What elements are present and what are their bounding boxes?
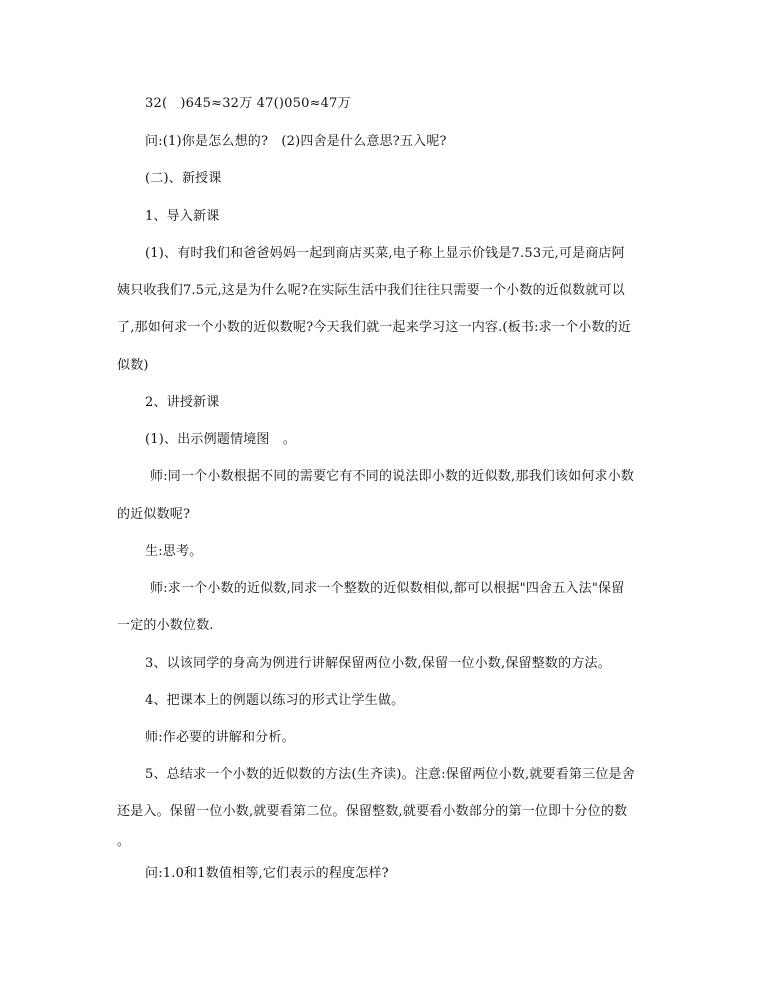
text-line-16: 3、以该同学的身高为例进行讲解保留两位小数,保留一位小数,保留整数的方法。 <box>145 656 611 671</box>
text-line-1: 32( )645≈32万 47()050≈47万 <box>145 96 351 111</box>
text-line-12: 的近似数呢? <box>117 507 191 522</box>
text-line-21: 。 <box>117 834 131 849</box>
text-line-17: 4、把课本上的例题以练习的形式让学生做。 <box>145 693 405 708</box>
text-line-13: 生:思考。 <box>145 544 203 559</box>
text-line-8: 似数) <box>117 358 149 373</box>
subheading-intro: 1、导入新课 <box>145 209 220 224</box>
text-line-14: 师:求一个小数的近似数,同求一个整数的近似数相似,都可以根据"四舍五入法"保留 <box>150 581 625 596</box>
subheading-teaching: 2、讲授新课 <box>145 395 220 410</box>
text-line-10: (1)、出示例题情境图 。 <box>145 432 297 447</box>
text-line-18: 师:作必要的讲解和分析。 <box>145 730 295 745</box>
text-line-11: 师:同一个小数根据不同的需要它有不同的说法即小数的近似数,那我们该如何求小数 <box>150 469 635 484</box>
text-line-15: 一定的小数位数. <box>117 618 214 633</box>
text-line-22: 问:1.0和1数值相等,它们表示的程度怎样? <box>145 866 389 881</box>
text-line-6: 姨只收我们7.5元,这是为什么呢?在实际生活中我们往往只需要一个小数的近似数就可以 <box>117 283 625 298</box>
text-line-20: 还是入。保留一位小数,就要看第二位。保留整数,就要看小数部分的第一位即十分位的数 <box>117 804 628 819</box>
text-line-5: (1)、有时我们和爸爸妈妈一起到商店买菜,电子称上显示价钱是7.53元,可是商店阿 <box>145 246 625 261</box>
text-line-19: 5、总结求一个小数的近似数的方法(生齐读)。注意:保留两位小数,就要看第三位是舍 <box>145 767 635 782</box>
text-line-7: 了,那如何求一个小数的近似数呢?今天我们就一起来学习这一内容.(板书:求一个小数的近 <box>117 320 632 335</box>
text-line-2: 问:(1)你是怎么想的? (2)四舍是什么意思?五入呢? <box>145 134 447 149</box>
section-heading-new-lesson: (二)、新授课 <box>145 171 222 186</box>
